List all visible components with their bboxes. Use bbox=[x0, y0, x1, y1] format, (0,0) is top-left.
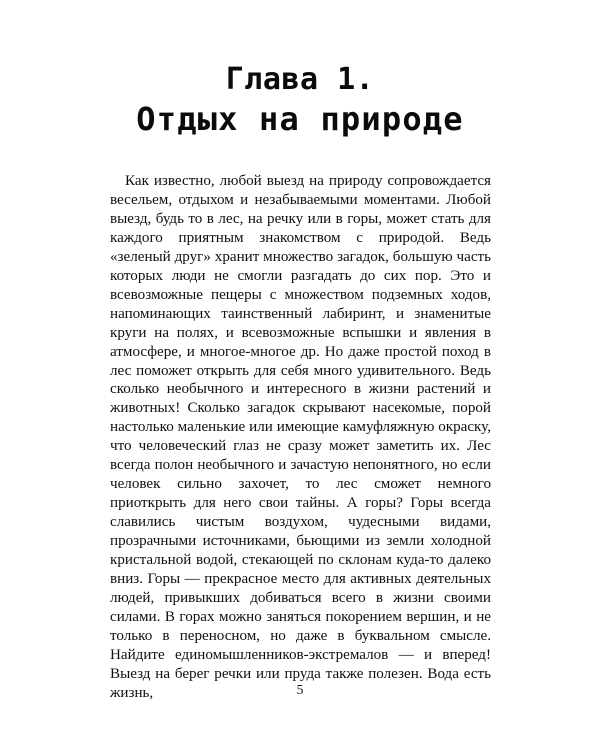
page-number: 5 bbox=[296, 682, 304, 697]
body-paragraph: Как известно, любой выезд на природу сопровождается весельем, отдыхом и незабываемыми моментами. Любой выезд, будь то в лес, на речку или в горы, может стать для каждого приятным знакомством с природой. Ведь «зеленый друг» хранит множество загадок, большую часть которых люди не смогли разгадать до сих пор. Это и всевозможные пещеры с множеством подземных ходов, напоминающих таинственный лабиринт, и знаменитые круги на полях, и всевозможные вспышки и явления в атмосфере, и многое-многое др. Но даже простой поход в лес поможет открыть для себя много удивительного. Ведь сколько необычного и интересного в жизни растений и животных! Сколько загадок скрывают насекомые, порой настолько маленькие или имеющие камуфляжную окраску, что человеческий глаз не сразу может заметить их. Лес всегда полон необычного и зачастую непонятного, но если человек сильно захочет, то лес сможет немного приоткрыть для него свои тайны. А горы? Горы всегда славились чистым воздухом, чудесными видами, прозрачными источниками, бьющими из земли холодной кристальной водой, стекающей по склонам куда-то далеко вниз. Горы — прекрасное место для активных деятельных людей, привыкших добиваться всего в жизни своими силами. В горах можно заняться покорением вершин, и не только в переносном, но даже в буквальном смысле. Найдите единомышленников-экстремалов — и вперед! Выезд на берег речки или пруда также полезен. Вода есть жизнь, bbox=[110, 173, 491, 701]
chapter-number: Глава 1. bbox=[225, 62, 375, 97]
body-text-block bbox=[110, 172, 491, 703]
chapter-heading bbox=[0, 62, 600, 139]
chapter-title: Отдых на природе bbox=[136, 100, 464, 138]
